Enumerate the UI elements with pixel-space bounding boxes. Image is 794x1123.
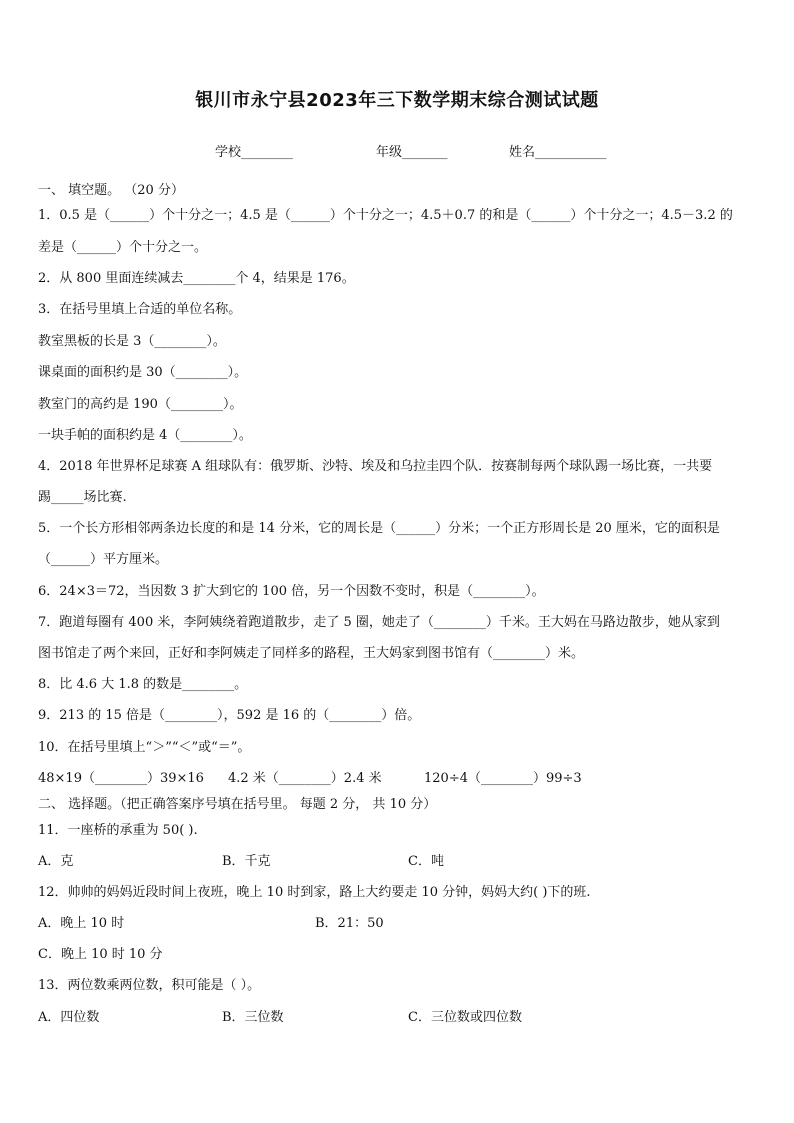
- question-5-line-1: 5．一个长方形相邻两条边长度的和是 14 分米，它的周长是（______）分米；一个正方形周长是 20 厘米，它的面积是: [38, 521, 720, 536]
- question-11-option-c: C．吨: [408, 854, 444, 869]
- question-2: 2．从 800 里面连续减去________个 4，结果是 176。: [38, 271, 355, 286]
- question-13-option-b: B．三位数: [222, 1010, 284, 1025]
- question-13: 13．两位数乘两位数，积可能是（ ）。: [38, 978, 261, 993]
- section-fill-in: 一、 填空题。 （20 分）: [38, 183, 184, 198]
- page-title: 银川市永宁县2023年三下数学期末综合测试试题: [195, 90, 599, 111]
- question-11-option-a: A．克: [38, 854, 74, 869]
- question-3-item-a: 教室黑板的长是 3（________）。: [38, 334, 226, 349]
- question-1-line-1: 1．0.5 是（______）个十分之一；4.5 是（______）个十分之一；4.5＋0.7 的和是（______）个十分之一；4.5－3.2 的: [38, 208, 733, 223]
- question-11: 11．一座桥的承重为 50( ).: [38, 823, 198, 838]
- question-10-item-a: 48×19（________）39×16: [38, 771, 204, 786]
- question-8: 8．比 4.6 大 1.8 的数是________。: [38, 677, 248, 692]
- question-7-line-1: 7．跑道每圈有 400 米，李阿姨绕着跑道散步，走了 5 圈，她走了（________）千米。王大妈在马路边散步，她从家到: [38, 615, 720, 630]
- question-3-item-c: 教室门的高约是 190（________）。: [38, 397, 243, 412]
- question-3-item-b: 课桌面的面积约是 30（________）。: [38, 365, 248, 380]
- question-6: 6．24×3＝72，当因数 3 扩大到它的 100 倍，另一个因数不变时，积是（________）。: [38, 584, 545, 599]
- question-4-line-2: 踢_____场比赛.: [38, 490, 127, 505]
- question-12-option-a: A．晚上 10 时: [38, 916, 125, 931]
- question-10: 10．在括号里填上“＞”“＜”或“＝”。: [38, 740, 251, 755]
- question-5-line-2: （______）平方厘米。: [38, 552, 169, 567]
- name-field: 姓名___________: [509, 145, 607, 160]
- grade-field: 年级_______: [376, 145, 448, 160]
- question-12-option-c: C．晚上 10 时 10 分: [38, 947, 163, 962]
- section-choice: 二、 选择题。（把正确答案序号填在括号里。 每题 2 分， 共 10 分）: [38, 797, 437, 812]
- question-11-option-b: B．千克: [222, 854, 271, 869]
- question-13-option-a: A．四位数: [38, 1010, 100, 1025]
- question-4-line-1: 4．2018 年世界杯足球赛 A 组球队有：俄罗斯、沙特、埃及和乌拉圭四个队．按赛制每两个球队踢一场比赛，一共要: [38, 459, 713, 474]
- question-13-option-c: C．三位数或四位数: [408, 1010, 522, 1025]
- question-3-item-d: 一块手帕的面积约是 4（________）。: [38, 428, 252, 443]
- question-12-option-b: B．21：50: [315, 916, 384, 931]
- question-3: 3．在括号里填上合适的单位名称。: [38, 302, 242, 317]
- question-10-item-b: 4.2 米（________）2.4 米: [228, 771, 382, 786]
- question-12: 12．帅帅的妈妈近段时间上夜班，晚上 10 时到家，路上大约要走 10 分钟，妈妈大约( )下的班.: [38, 885, 591, 900]
- question-10-item-c: 120÷4（________）99÷3: [424, 771, 582, 786]
- school-field: 学校________: [215, 145, 294, 160]
- question-1-line-2: 差是（______）个十分之一。: [38, 240, 208, 255]
- question-9: 9．213 的 15 倍是（________），592 是 16 的（________）倍。: [38, 708, 421, 723]
- question-7-line-2: 图书馆走了两个来回，正好和李阿姨走了同样多的路程，王大妈家到图书馆有（________）米。: [38, 646, 585, 661]
